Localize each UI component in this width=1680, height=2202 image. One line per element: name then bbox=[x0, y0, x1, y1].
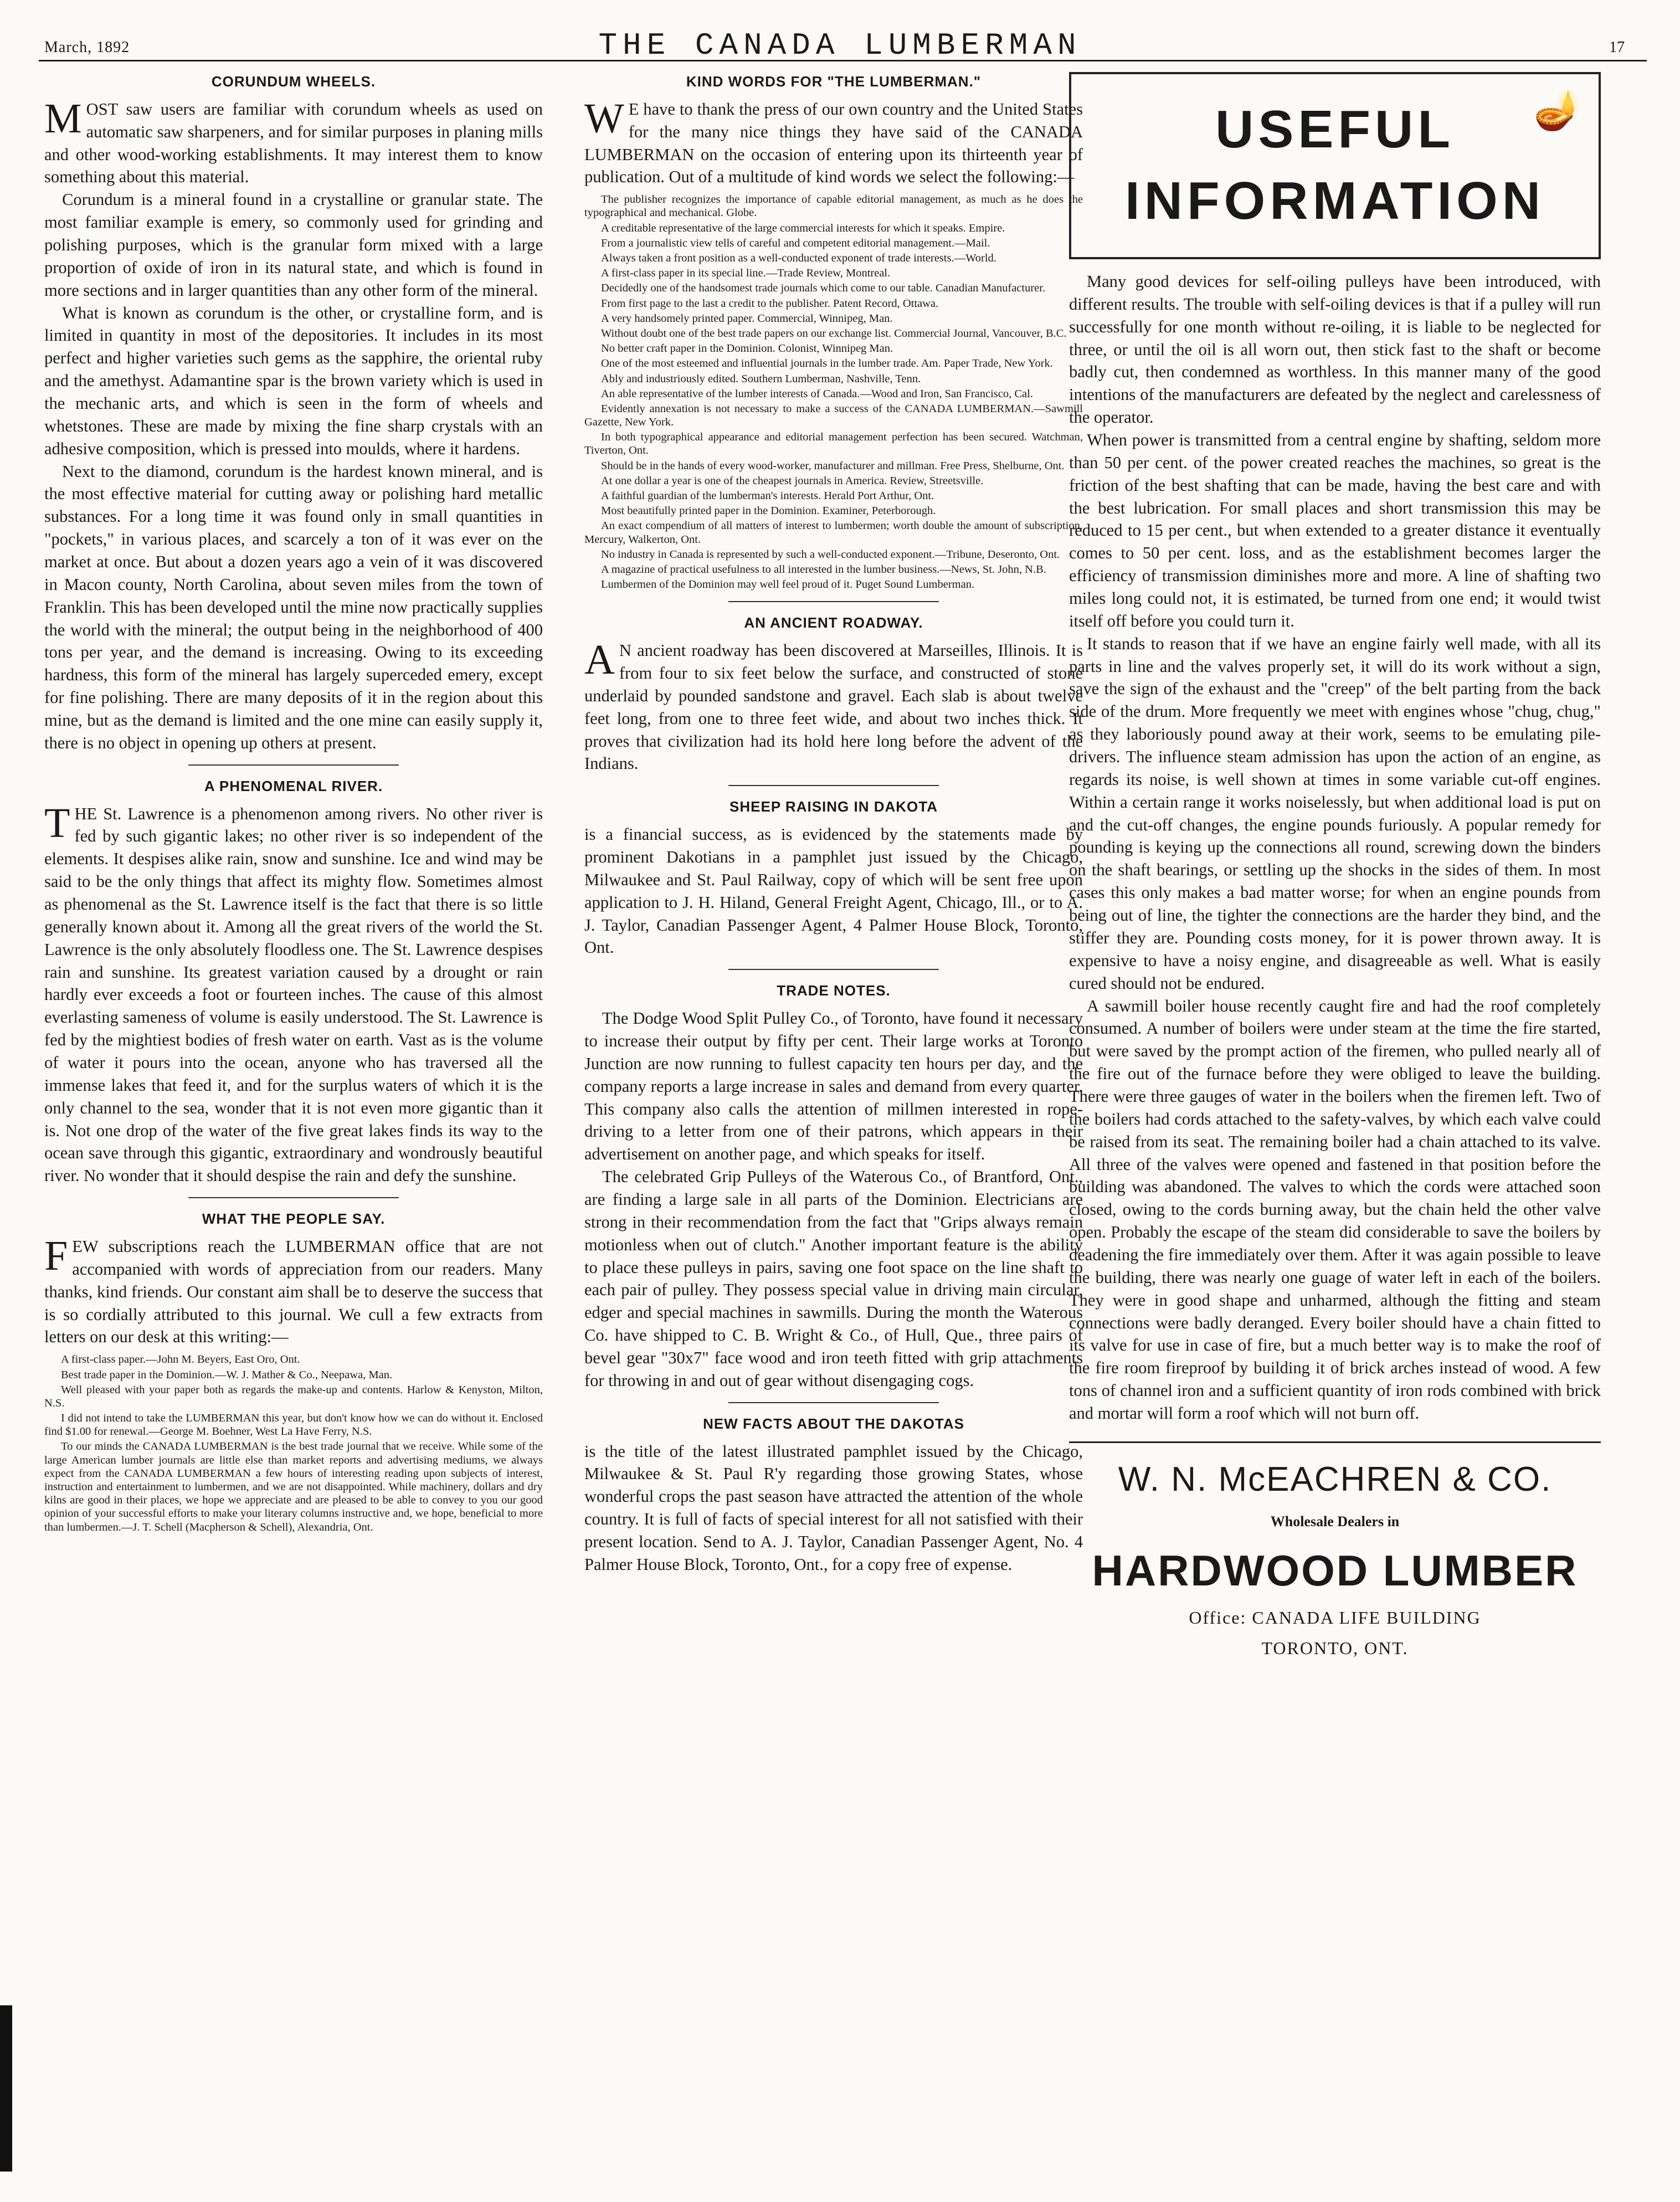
article-paragraph: Corundum is a mineral found in a crystalline or granular state. The most familiar example is emery, so commonly used for grinding and polishing purposes, which is the granular form mixed with a large proportion of oxide of iron in its natural state, and which is found in more sections and in larger quantities than any other form of the mineral. bbox=[44, 190, 543, 300]
article-paragraph: THE St. Lawrence is a phenomenon among rivers. No other river is fed by such gigantic lakes; no other river is so independent of the elements. It despises alike rain, snow and sunshine. Ice and wind may be said to be the only things that affect its mighty flow. Sometimes almost as phenomenal as the St. Lawrence itself is the fact that there is so little generally known about it. Among all the great rivers of the world the St. Lawrence is the only absolutely floodless one. The St. Lawrence despises rain and sunshine. Its greatest variation caused by a drought or rain hardly ever exceeds a foot or fourteen inches. The cause of this almost everlasting sameness of volume is easily understood. The St. Lawrence is fed by the mightiest bodies of fresh water on earth. Vast as is the volume of water it pours into the ocean, anyone who has traversed all the immense lakes that feed it, and for the surplus waters of which it is the only channel to the sea, wonder that it is not even more gigantic than it is. Not one drop of the water of the five great lakes finds its way to the ocean save through this gigantic, extraordinary and wondrously beautiful river. No wonder that it should despise the rain and defy the sunshine. bbox=[44, 799, 543, 1185]
column-left bbox=[44, 72, 543, 1536]
quote-item: At one dollar a year is one of the cheapest journals in America. Review, Streetsville. bbox=[601, 474, 984, 487]
quote-item: Most beautifully printed paper in the Dominion. Examiner, Peterborough. bbox=[601, 505, 936, 517]
article-heading: CORUNDUM WHEELS. bbox=[211, 73, 376, 90]
ad-firm-name: W. N. McEACHREN & CO. bbox=[1118, 1460, 1552, 1498]
oil-lamp-icon: 🪔 bbox=[1533, 88, 1582, 131]
quote-item: From first page to the last a credit to the publisher. Patent Record, Ottawa. bbox=[601, 297, 939, 310]
article-heading: SHEEP RAISING IN DAKOTA bbox=[729, 798, 938, 815]
section-divider bbox=[188, 1197, 399, 1198]
quote-item: A magazine of practical usefulness to all interested in the lumber business.—News, St. John, N.B. bbox=[601, 563, 1046, 576]
article-paragraph: Next to the diamond, corundum is the hardest known mineral, and is the most effective material for cutting away or polishing hard metallic substances. For a long time it was found only in small quantities in "pockets," in various places, and scarcely a ton of it was ever on the market at once. But about a dozen years ago a vein of it was discovered in Macon county, North Carolina, about seven miles from the town of Franklin. This has been developed until the mine now practically supplies the world with the mineral; the output being in the neighborhood of 400 tons per year, and the demand is increasing. Owing to its exceeding hardness, this form of the mineral has largely superceded emery, except for fine polishing. There are many deposits of it in the region about this mine, but as the demand is limited and the one mine can easily supply it, there is no object in opening up others at present. bbox=[44, 461, 543, 752]
quote-item: A creditable representative of the large commercial interests for which it speaks. Empire. bbox=[601, 222, 1005, 234]
article-paragraph: FEW subscriptions reach the LUMBERMAN office that are not accompanied with words of appreciation from our readers. Many thanks, kind friends. Our constant aim shall be to deserve the success that is so cordially attributed to this journal. We cull a few extracts from letters on our desk at this writing:— bbox=[44, 1233, 543, 1347]
issue-date: March, 1892 bbox=[44, 39, 130, 56]
quote-item: Decidedly one of the handsomest trade journals which come to our table. Canadian Manufacturer. bbox=[601, 282, 1046, 295]
ad-city: TORONTO, ONT. bbox=[1261, 1638, 1409, 1659]
quote-item: An able representative of the lumber interests of Canada.—Wood and Iron, San Francisco, Cal. bbox=[601, 387, 1033, 400]
drop-cap: F bbox=[44, 1233, 68, 1280]
article-heading: A PHENOMENAL RIVER. bbox=[204, 777, 383, 794]
section-divider bbox=[728, 1402, 939, 1403]
quote-item: Without doubt one of the best trade papers on our exchange list. Commercial Journal, Vancouver, B.C. bbox=[601, 327, 1067, 340]
quote-item: I did not intend to take the LUMBERMAN this year, but don't know how we can do without it. Enclosed find $1.00 for renewal.—George M. Boehner, West La Have Ferry, N.S. bbox=[44, 1412, 543, 1438]
masthead-title: THE CANADA LUMBERMAN bbox=[598, 28, 1082, 63]
quote-item: Should be in the hands of every wood-worker, manufacturer and millman. Free Press, Shelburne, Ont. bbox=[601, 459, 1065, 472]
advertisement bbox=[1069, 1441, 1601, 1660]
quote-item: An exact compendium of all matters of interest to lumbermen; worth double the amount of subscription. Mercury, Walkerton, Ont. bbox=[584, 520, 1083, 546]
quote-item: Always taken a front position as a well-conducted exponent of trade interests.—World. bbox=[601, 252, 996, 265]
section-divider bbox=[728, 785, 939, 786]
ad-office: Office: CANADA LIFE BUILDING bbox=[1189, 1608, 1481, 1628]
emblem-word: USEFUL bbox=[1215, 100, 1455, 160]
article-paragraph: When power is transmitted from a central engine by shafting, seldom more than 50 per cent. of the power created reaches the machines, so great is the friction of the best shafting that can be made, having the best care and with the best lubrication. For small places and short transmission this may be reduced to 15 per cent., but when extended to a greater distance it eventually comes to 50 per cent. loss, and as the establishment becomes larger the efficiency of transmission diminishes more and more. A line of shafting two miles long could not, it is estimated, be turned from one end; it would twist itself off before you could turn it. bbox=[1069, 430, 1601, 630]
quote-item: No better craft paper in the Dominion. Colonist, Winnipeg Man. bbox=[601, 342, 893, 355]
column-right bbox=[1069, 72, 1601, 1660]
article-heading: NEW FACTS ABOUT THE DAKOTAS bbox=[703, 1415, 964, 1432]
quote-item: Evidently annexation is not necessary to make a success of the CANADA LUMBERMAN.—Sawmill Gazette, New York. bbox=[584, 402, 1083, 429]
section-divider bbox=[728, 601, 939, 602]
quote-item: Ably and industriously edited. Southern Lumberman, Nashville, Tenn. bbox=[601, 372, 921, 385]
section-divider bbox=[188, 764, 399, 766]
useful-information-emblem bbox=[1069, 72, 1601, 259]
press-quotes bbox=[584, 193, 1083, 591]
article-paragraph: The celebrated Grip Pulleys of the Waterous Co., of Brantford, Ont., are finding a large sale in all parts of the Dominion. Electricians are strong in their recommendation from the fact that "Grips always remain motionless when out of clutch." Another important feature is the ability to place these pulleys in pairs, saving one foot space on the line shaft to each pair of pulley. They possess special value in driving main circular, edger and special machines in sawmills. During the month the Waterous Co. have shipped to C. B. Wright & Co., of Hull, Que., three pairs of bevel gear "30x7" face wood and iron teeth fitted with grip attachments for throwing in and out of gear without disengaging cogs. bbox=[584, 1167, 1083, 1390]
page-number: 17 bbox=[1609, 39, 1625, 56]
article-paragraph: is a financial success, as is evidenced by the statements made by prominent Dakotians in a pamphlet just issued by the Chicago, Milwaukee and St. Paul Railway, copy of which will be sent free upon application to J. H. Hiland, General Freight Agent, Chicago, Ill., or to A. J. Taylor, Canadian Passenger Agent, 4 Palmer House Block, Toronto, Ont. bbox=[584, 825, 1083, 957]
drop-cap: A bbox=[584, 637, 615, 684]
drop-cap: M bbox=[44, 95, 82, 142]
reader-quotes bbox=[44, 1353, 543, 1533]
column-middle bbox=[584, 72, 1083, 1576]
article-heading: WHAT THE PEOPLE SAY. bbox=[202, 1210, 386, 1228]
article-paragraph: W E have to thank the press of our own country and the United States for the many nice things they have said of the CANADA LUMBERMAN on the occasion of entering upon its thirteenth year of publication. Out of a multitude of kind words we select the following:— bbox=[584, 95, 1083, 187]
article-paragraph: A sawmill boiler house recently caught fire and had the roof completely consumed. A number of boilers were under steam at the time the fire started, but were saved by the prompt action of the firemen, who pulled nearly all of the fire out of the furnace before they were obliged to leave the building. There were three gauges of water in the boilers when the firemen left. Two of the boilers had cords attached to the safety-valves, by which each valve could be raised from its seat. The remaining boiler had a chain attached to its valve. All three of the valves were opened and fastened in that position before the building was abandoned. The valves to which the cords were attached soon closed, owing to the cords burning away, but the chain held the other valve open. Probably the escape of the steam did considerable to save the boilers by deadening the fire immediately over them. After it was again possible to leave the building, there was nearly one guage of water left in each of the boilers. They were in good shape and unharmed, although the fitting and steam connections were badly deranged. Every boiler should have a chain fitted to its valve for use in case of fire, but a much better way is to make the roof of the fire room fireproof by building it of brick arches instead of wood. A few tons of channel iron and a sufficient quantity of iron rods combined with brick and mortar will form a roof which will not burn off. bbox=[1069, 996, 1601, 1423]
drop-cap: T bbox=[44, 799, 70, 846]
quote-item: In both typographical appearance and editorial management perfection has been secured. Watchman, Tiverton, Ont. bbox=[584, 431, 1083, 457]
ad-product: HARDWOOD LUMBER bbox=[1092, 1546, 1578, 1595]
binding-edge-mark bbox=[0, 2005, 12, 2172]
article-paragraph: MOST saw users are familiar with corundum wheels as used on automatic saw sharpeners, and for similar purposes in planing mills and other wood-working establishments. It may interest them to know something about this material. bbox=[44, 95, 543, 187]
quote-item: A faithful guardian of the lumberman's interests. Herald Port Arthur, Ont. bbox=[601, 490, 934, 502]
article-paragraph: It stands to reason that if we have an engine fairly well made, with all its parts in line and the valves properly set, it will do its work without a sign, save the sign of the exhaust and the "creep" of the belt parting from the back side of the drum. More frequently we meet with engines whose "chug, chug," as they laboriously pound away at their work, seems to be emulating pile-drivers. The influence steam admission has upon the action of an engine, as regards its noise, is well shown at times in some variable cut-off engines. Within a certain range it works noiselessly, but when additional load is put on and the cut-off changes, the engine pounds furiously. A popular remedy for pounding is keying up the connections all round, screwing down the binders on the shaft bearings, or settling up the shocks in the sides of them. In most cases this only makes a bad matter worse; for when an engine pounds from being out of line, the tighter the connections are the harder they bind, and the stiffer they are. Pounding costs money, for it is power thrown away. It is expensive to have a noisy engine, and disagreeable as well. What is easily cured should not be endured. bbox=[1069, 634, 1601, 993]
article-heading: TRADE NOTES. bbox=[777, 982, 891, 999]
quote-item: A first-class paper in its special line.—Trade Review, Montreal. bbox=[601, 267, 891, 280]
quote-item: Well pleased with your paper both as regards the make-up and contents. Harlow & Kenyston, Milton, N.S. bbox=[44, 1383, 543, 1409]
section-divider bbox=[728, 969, 939, 970]
quote-item: One of the most esteemed and influential journals in the lumber trade. Am. Paper Trade, New York. bbox=[601, 357, 1053, 370]
page-header bbox=[22, 22, 1658, 61]
header-rule bbox=[39, 60, 1647, 61]
quote-item: A very handsomely printed paper. Commercial, Winnipeg, Man. bbox=[601, 312, 893, 325]
ad-dealers-line: Wholesale Dealers in bbox=[1270, 1513, 1400, 1529]
article-heading: KIND WORDS FOR "THE LUMBERMAN." bbox=[686, 73, 982, 90]
drop-cap: W bbox=[584, 95, 624, 142]
emblem-word: INFORMATION bbox=[1124, 171, 1545, 230]
article-paragraph: What is known as corundum is the other, or crystalline form, and is limited in quantity in most of the depositories. It includes in its most perfect and higher varieties such gems as the sapphire, the oriental ruby and the amethyst. Adamantine spar is the brown variety which is used in the mechanic arts, and which is seen in the form of wheels and whetstones. These are made by mixing the fine sharp crystals with an adhesive composition, which is pressed into moulds, where it hardens. bbox=[44, 303, 543, 458]
quote-item: A first-class paper.—John M. Beyers, East Oro, Ont. bbox=[61, 1353, 300, 1366]
article-paragraph: Many good devices for self-oiling pulleys have been introduced, with different results. The trouble with self-oiling devices is that if a pulley will run successfully for one month without re-oiling, it is liable to be neglected for three, or until the oil is all worn out, then stick fast to the shaft or become badly cut, then condemned as worthless. In this manner many of the good intentions of the manufacturers are defeated by the neglect and carelessness of the operator. bbox=[1069, 272, 1601, 427]
quote-item: Lumbermen of the Dominion may well feel proud of it. Puget Sound Lumberman. bbox=[601, 578, 975, 591]
quote-item: Best trade paper in the Dominion.—W. J. Mather & Co., Neepawa, Man. bbox=[61, 1368, 393, 1381]
quote-item: The publisher recognizes the importance of capable editorial management, as much as he does the typographical and mechanical. Globe. bbox=[584, 193, 1083, 219]
article-paragraph: is the title of the latest illustrated pamphlet issued by the Chicago, Milwaukee & St. Paul R'y regarding those growing States, whose wonderful crops the past season have attracted the attention of the whole country. It is full of facts of special interest for all not satisfied with their present location. Send to A. J. Taylor, Canadian Passenger Agent, No. 4 Palmer House Block, Toronto, Ont., for a copy free of expense. bbox=[584, 1441, 1083, 1574]
quote-item: No industry in Canada is represented by such a well-conducted exponent.—Tribune, Deseronto, Ont. bbox=[601, 548, 1060, 561]
article-heading: AN ANCIENT ROADWAY. bbox=[744, 614, 923, 632]
quote-item: From a journalistic view tells of careful and competent editorial management.—Mail. bbox=[601, 237, 990, 249]
quote-item: To our minds the CANADA LUMBERMAN is the best trade journal that we receive. While some of the large American lumber journals are little else than market reports and advertising mediums, we always expect from the CANADA LUMBERMAN a few hours of interesting reading upon subjects of interest, instruction and entertainment to lumbermen, and we are not disappointed. While machinery, dollars and dry kilns are good in their places, we hope we appreciate and are pleased to be able to convey to you our good opinion of your successful efforts to make your literary columns instructive and, we hope, beneficial to more than lumbermen.—J. T. Schell (Macpherson & Schell), Alexandria, Ont. bbox=[44, 1440, 543, 1533]
article-paragraph: The Dodge Wood Split Pulley Co., of Toronto, have found it necessary to increase their output by fifty per cent. Their large works at Toronto Junction are now running to fullest capacity ten hours per day, and the company reports a large increase in sales and demand from every quarter. This company also calls the attention of millmen interested in rope-driving to a letter from one of their patrons, which appears in their advertisement on another page, and which speaks for itself. bbox=[584, 1009, 1083, 1164]
article-paragraph: A N ancient roadway has been discovered at Marseilles, Illinois. It is from four to six feet below the surface, and constructed of stone underlaid by pounded sandstone and gravel. Each slab is about twelve feet long, from one to three feet wide, and about two inches thick. It proves that civilization had its hold here long before the advent of the Indians. bbox=[584, 637, 1083, 773]
